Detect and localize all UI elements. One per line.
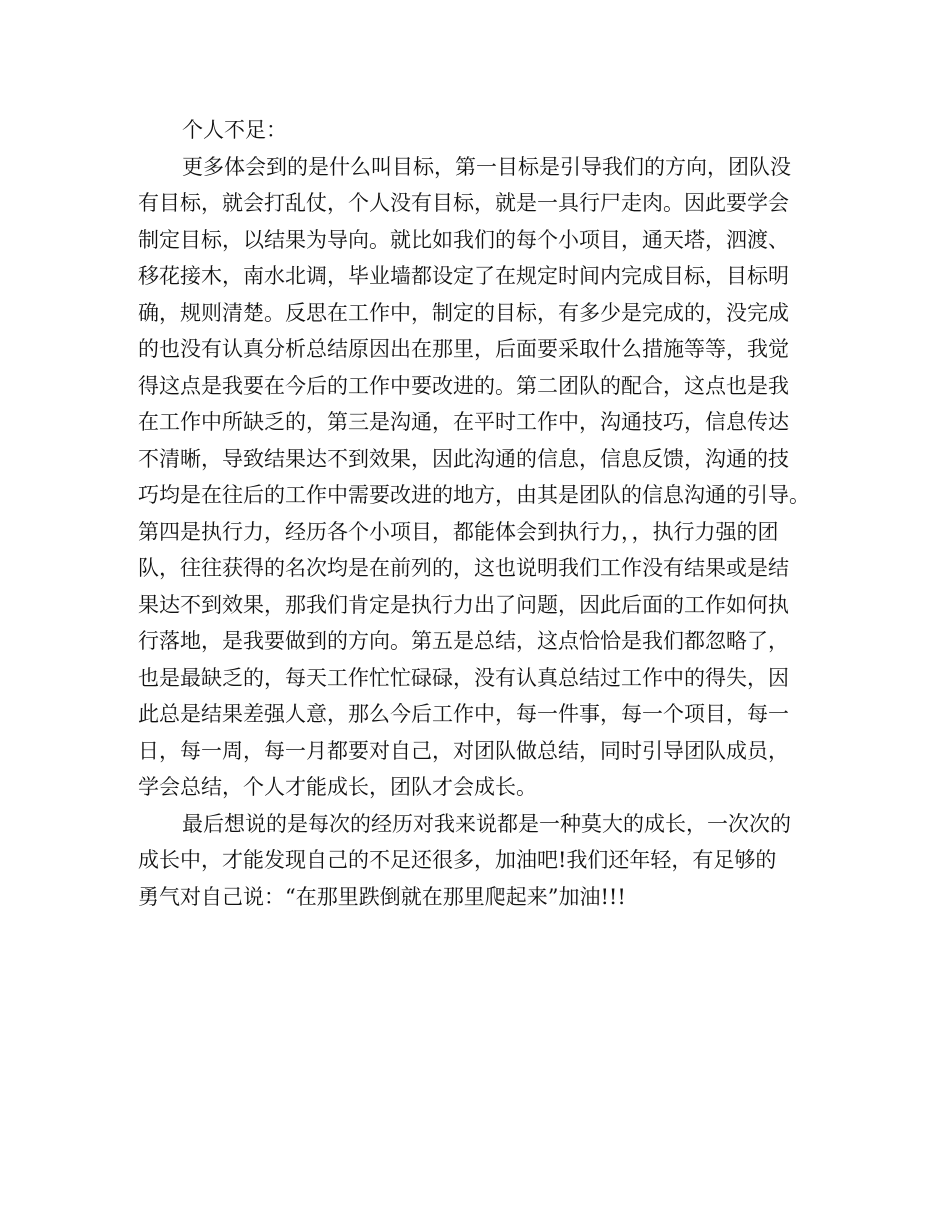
paragraph-1-line: 也是最缺乏的，每天工作忙忙碌碌，没有认真总结过工作中的得失，因 xyxy=(138,665,789,690)
paragraph-1-line: 不清晰，导致结果达不到效果，因此沟通的信息，信息反馈，沟通的技 xyxy=(138,446,789,471)
paragraph-2-line: 成长中，才能发现自己的不足还很多，加油吧!我们还年轻，有足够的 xyxy=(138,848,777,872)
body-text xyxy=(138,112,818,915)
paragraph-2-line: 勇气对自己说：“在那里跌倒就在那里爬起来”加油!!! xyxy=(138,884,626,909)
paragraph-1-line: 队，往往获得的名次均是在前列的，这也说明我们工作没有结果或是结 xyxy=(138,556,789,580)
paragraph-1-line: 第四是执行力，经历各个小项目，都能体会到执行力，，执行力强的团 xyxy=(138,519,779,544)
paragraph-1-line: 更多体会到的是什么叫目标，第一目标是引导我们的方向，团队没 xyxy=(182,154,791,179)
paragraph-1-line: 确，规则清楚。反思在工作中，制定的目标，有多少是完成的，没完成 xyxy=(138,300,789,325)
paragraph-1-line: 移花接木，南水北调，毕业墙都设定了在规定时间内完成目标，目标明 xyxy=(138,264,789,288)
paragraph-1-line: 学会总结，个人才能成长，团队才会成长。 xyxy=(138,775,537,799)
paragraph-1-line: 制定目标，以结果为导向。就比如我们的每个小项目，通天塔，泗渡、 xyxy=(138,227,789,252)
paragraph-1-line: 日，每一周，每一月都要对自己，对团队做总结，同时引导团队成员， xyxy=(138,738,789,763)
paragraph-1-line: 的也没有认真分析总结原因出在那里，后面要采取什么措施等等，我觉 xyxy=(138,337,789,361)
paragraph-1-line: 果达不到效果，那我们肯定是执行力出了问题，因此后面的工作如何执 xyxy=(138,592,789,617)
paragraph-1-line: 行落地，是我要做到的方向。第五是总结，这点恰恰是我们都忽略了， xyxy=(138,629,789,653)
paragraph-1-line: 巧均是在往后的工作中需要改进的地方，由其是团队的信息沟通的引导。 xyxy=(138,483,810,507)
paragraph-1-line: 在工作中所缺乏的，第三是沟通，在平时工作中，沟通技巧，信息传达 xyxy=(138,410,789,434)
paragraph-1-line: 此总是结果差强人意，那么今后工作中，每一件事，每一个项目，每一 xyxy=(138,702,789,726)
paragraph-1-line: 得这点是我要在今后的工作中要改进的。第二团队的配合，这点也是我 xyxy=(138,373,789,398)
paragraph-2-line: 最后想说的是每次的经历对我来说都是一种莫大的成长，一次次的 xyxy=(182,811,791,836)
section-heading: 个人不足： xyxy=(182,118,287,142)
paragraph-1-line: 有目标，就会打乱仗，个人没有目标，就是一具行尸走肉。因此要学会 xyxy=(138,191,789,215)
